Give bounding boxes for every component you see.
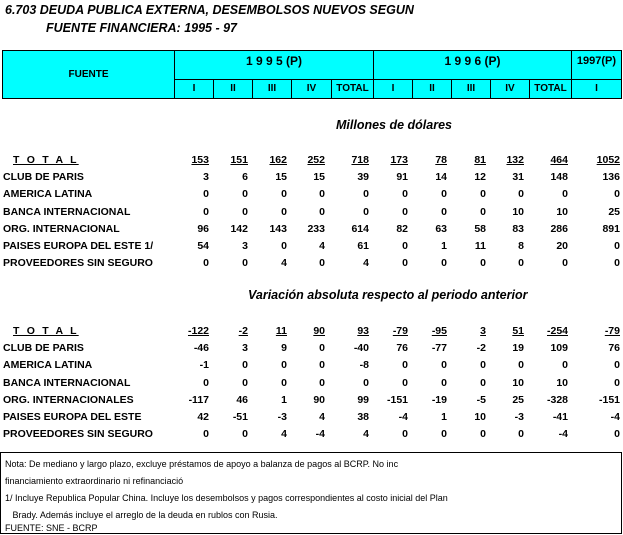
row-value: 0 (281, 240, 287, 252)
row-label: CLUB DE PARIS (3, 342, 84, 355)
row-value: -5 (476, 393, 486, 406)
header-1996-q1: I (374, 80, 413, 98)
row-value: 252 (307, 154, 325, 166)
row-value: 11 (474, 240, 486, 252)
row-value: 3 (480, 325, 486, 337)
row-value: 0 (518, 428, 524, 441)
row-value: 0 (402, 257, 408, 270)
row-value: -122 (187, 325, 209, 337)
row-value: -4 (610, 411, 620, 423)
row-value: 4 (281, 257, 287, 270)
row-value: 4 (319, 240, 325, 252)
row-value: 0 (203, 188, 209, 201)
row-value: -3 (514, 411, 524, 423)
row-value: 0 (402, 240, 408, 252)
header-1996-q4: IV (491, 80, 530, 98)
row-value: 148 (550, 171, 568, 184)
row-value: -2 (238, 325, 248, 337)
row-value: 76 (396, 342, 408, 355)
row-value: 10 (556, 376, 568, 389)
row-value: 614 (351, 222, 369, 235)
row-value: 0 (203, 205, 209, 218)
row-value: 0 (518, 188, 524, 201)
row-value: 76 (608, 342, 620, 355)
row-value: 25 (512, 393, 524, 406)
row-value: 42 (197, 411, 209, 423)
row-value: 10 (556, 205, 568, 218)
row-value: 0 (402, 359, 408, 372)
row-value: 0 (281, 376, 287, 389)
row-value: 96 (197, 222, 209, 235)
row-value: 11 (275, 325, 287, 337)
row-value: 10 (474, 411, 486, 423)
row-value: -46 (193, 342, 209, 355)
row-value: 0 (319, 376, 325, 389)
header-year-1996: 1 9 9 6 (P) (374, 51, 572, 80)
row-value: -254 (546, 325, 568, 337)
row-value: 4 (281, 428, 287, 441)
row-value: 0 (614, 257, 620, 270)
row-value: 46 (236, 393, 248, 406)
row-value: 0 (203, 376, 209, 389)
note-line: Nota: De mediano y largo plazo, excluye préstamos de apoyo a balanza de pagos al BCRP. No inc (5, 459, 399, 469)
row-value: 0 (319, 257, 325, 270)
row-value: 0 (441, 205, 447, 218)
row-value: 0 (480, 359, 486, 372)
row-value: -79 (604, 325, 620, 337)
note-source: FUENTE: SNE - BCRP (5, 523, 98, 533)
table-row (0, 394, 623, 411)
row-value: 0 (319, 188, 325, 201)
row-value: 142 (230, 222, 248, 235)
row-value: -151 (386, 393, 408, 406)
row-value: 891 (602, 222, 620, 235)
row-value: 99 (357, 393, 369, 406)
row-value: 1052 (596, 154, 620, 166)
row-value: -51 (232, 411, 248, 423)
header-1996-q2: II (413, 80, 452, 98)
table-header (2, 50, 622, 99)
row-value: 0 (614, 359, 620, 372)
row-value: 6 (242, 171, 248, 184)
row-value: -117 (188, 393, 209, 406)
row-value: 0 (441, 188, 447, 201)
row-value: 0 (562, 188, 568, 201)
row-value: 91 (396, 171, 408, 184)
header-year-1995: 1 9 9 5 (P) (175, 51, 374, 80)
row-value: 0 (402, 428, 408, 441)
row-value: 20 (556, 240, 568, 252)
header-1996-q3: III (452, 80, 491, 98)
row-value: 38 (357, 411, 369, 423)
row-value: -79 (392, 325, 408, 337)
row-value: 0 (242, 376, 248, 389)
row-value: 0 (614, 240, 620, 252)
note-line: financiamiento extraordinario ni refinanciació (5, 476, 184, 486)
table-row (0, 377, 623, 394)
row-value: 132 (506, 154, 524, 166)
header-fuente: FUENTE (3, 51, 175, 98)
row-label: AMERICA LATINA (3, 188, 93, 201)
row-value: 0 (402, 188, 408, 201)
row-value: 109 (550, 342, 568, 355)
row-value: 1 (441, 411, 447, 423)
row-value: 0 (319, 359, 325, 372)
row-value: 0 (614, 188, 620, 201)
row-value: 0 (518, 257, 524, 270)
header-1995-q2: II (214, 80, 253, 98)
row-value: 1 (281, 393, 287, 406)
row-value: 0 (480, 188, 486, 201)
row-value: 3 (242, 342, 248, 355)
row-value: 10 (512, 376, 524, 389)
table-row (0, 171, 623, 188)
table-title-line2: FUENTE FINANCIERA: 1995 - 97 (46, 21, 238, 35)
row-value: 8 (518, 240, 524, 252)
row-value: 3 (203, 171, 209, 184)
row-value: 136 (602, 171, 620, 184)
row-value: 718 (351, 154, 369, 166)
row-value: 0 (480, 205, 486, 218)
row-label: PAISES EUROPA DEL ESTE 1/ (3, 240, 154, 252)
row-value: 0 (402, 376, 408, 389)
row-value: 143 (269, 222, 287, 235)
note-line: Brady. Además incluye el arreglo de la deuda en rublos con Rusia. (5, 510, 278, 520)
row-value: 4 (319, 411, 325, 423)
row-value: -3 (277, 411, 287, 423)
header-1995-q4: IV (292, 80, 332, 98)
row-label: PROVEEDORES SIN SEGURO (3, 257, 153, 270)
row-value: 0 (480, 257, 486, 270)
row-value: -4 (558, 428, 568, 441)
row-value: -19 (431, 393, 447, 406)
table-row (0, 428, 623, 445)
row-value: 0 (281, 359, 287, 372)
row-value: 61 (357, 240, 369, 252)
row-value: -1 (199, 359, 209, 372)
header-1995-q3: III (253, 80, 292, 98)
row-value: 78 (435, 154, 447, 166)
row-value: 90 (313, 325, 325, 337)
table-row (0, 223, 623, 240)
row-value: 25 (608, 205, 620, 218)
row-value: 14 (435, 171, 447, 184)
row-value: 0 (402, 205, 408, 218)
row-label: CLUB DE PARIS (3, 171, 84, 184)
row-label: BANCA INTERNACIONAL (3, 376, 131, 389)
row-value: 0 (562, 257, 568, 270)
row-value: 0 (363, 376, 369, 389)
row-value: 15 (275, 171, 287, 184)
notes-box (0, 452, 622, 534)
table-row (0, 240, 623, 257)
header-1995-q1: I (175, 80, 214, 98)
row-label: ORG. INTERNACIONAL (3, 222, 120, 235)
row-value: 63 (435, 222, 447, 235)
row-value: 4 (363, 428, 369, 441)
row-value: 286 (550, 222, 568, 235)
row-label: ORG. INTERNACIONALES (3, 393, 134, 406)
table-row (0, 359, 623, 376)
section-title-variacion: Variación absoluta respecto al periodo anterior (248, 288, 528, 302)
total-row (0, 325, 623, 342)
row-value: 464 (550, 154, 568, 166)
section-title-millones: Millones de dólares (336, 118, 453, 132)
row-value: 0 (363, 205, 369, 218)
row-value: 162 (269, 154, 287, 166)
row-value: 0 (242, 428, 248, 441)
row-value: -40 (353, 342, 369, 355)
row-value: 0 (441, 257, 447, 270)
header-year-1997: 1997(P) (572, 51, 621, 80)
row-value: 1 (441, 240, 447, 252)
row-value: 0 (441, 359, 447, 372)
row-value: -4 (315, 428, 325, 441)
row-value: -4 (398, 411, 408, 423)
row-value: 0 (363, 188, 369, 201)
total-row (0, 154, 623, 171)
row-value: -41 (552, 411, 568, 423)
row-value: 0 (614, 428, 620, 441)
row-value: 82 (396, 222, 408, 235)
row-value: 0 (242, 257, 248, 270)
note-line: 1/ Incluye Republica Popular China. Incluye los desembolsos y pagos correspondientes al costo inicial del Plan (5, 493, 448, 503)
row-label: T O T A L (13, 154, 79, 166)
row-value: 0 (441, 428, 447, 441)
row-value: 0 (203, 428, 209, 441)
row-value: 19 (512, 342, 524, 355)
row-value: 51 (512, 325, 524, 337)
row-value: 0 (203, 257, 209, 270)
row-value: 0 (441, 376, 447, 389)
header-1995-total: TOTAL (332, 80, 374, 98)
row-value: 0 (242, 188, 248, 201)
row-value: 0 (480, 428, 486, 441)
row-value: -77 (431, 342, 447, 355)
row-value: 0 (281, 205, 287, 218)
row-value: 173 (390, 154, 408, 166)
row-label: PAISES EUROPA DEL ESTE (3, 411, 142, 423)
header-1997-q1: I (595, 83, 598, 94)
table-row (0, 188, 623, 205)
row-value: 54 (197, 240, 209, 252)
row-value: 0 (562, 359, 568, 372)
row-value: 0 (319, 205, 325, 218)
row-value: 153 (191, 154, 209, 166)
row-value: 93 (357, 325, 369, 337)
row-label: AMERICA LATINA (3, 359, 93, 372)
row-label: T O T A L (13, 325, 79, 337)
row-value: -2 (476, 342, 486, 355)
table-title-line1: 6.703 DEUDA PUBLICA EXTERNA, DESEMBOLSOS NUEVOS SEGUN (5, 3, 414, 17)
row-value: 12 (474, 171, 486, 184)
table-row (0, 342, 623, 359)
row-value: 9 (281, 342, 287, 355)
table-row (0, 257, 623, 274)
row-value: 3 (242, 240, 248, 252)
row-value: 0 (242, 205, 248, 218)
row-value: -151 (598, 393, 620, 406)
row-value: -95 (431, 325, 447, 337)
row-value: 81 (474, 154, 486, 166)
row-value: 0 (480, 376, 486, 389)
row-value: 58 (474, 222, 486, 235)
row-value: 31 (512, 171, 524, 184)
row-value: 0 (518, 359, 524, 372)
row-value: 0 (281, 188, 287, 201)
row-value: 4 (363, 257, 369, 270)
row-value: 39 (357, 171, 369, 184)
row-value: -328 (546, 393, 568, 406)
row-value: 10 (512, 205, 524, 218)
row-value: 15 (313, 171, 325, 184)
table-row (0, 206, 623, 223)
row-value: 151 (230, 154, 248, 166)
row-value: 90 (313, 393, 325, 406)
row-label: BANCA INTERNACIONAL (3, 205, 131, 218)
row-value: 0 (242, 359, 248, 372)
table-row (0, 411, 623, 428)
header-1996-total: TOTAL (530, 80, 572, 98)
row-value: 0 (614, 376, 620, 389)
row-value: 233 (307, 222, 325, 235)
row-value: -8 (359, 359, 369, 372)
row-value: 83 (512, 222, 524, 235)
row-value: 0 (319, 342, 325, 355)
row-label: PROVEEDORES SIN SEGURO (3, 428, 153, 441)
